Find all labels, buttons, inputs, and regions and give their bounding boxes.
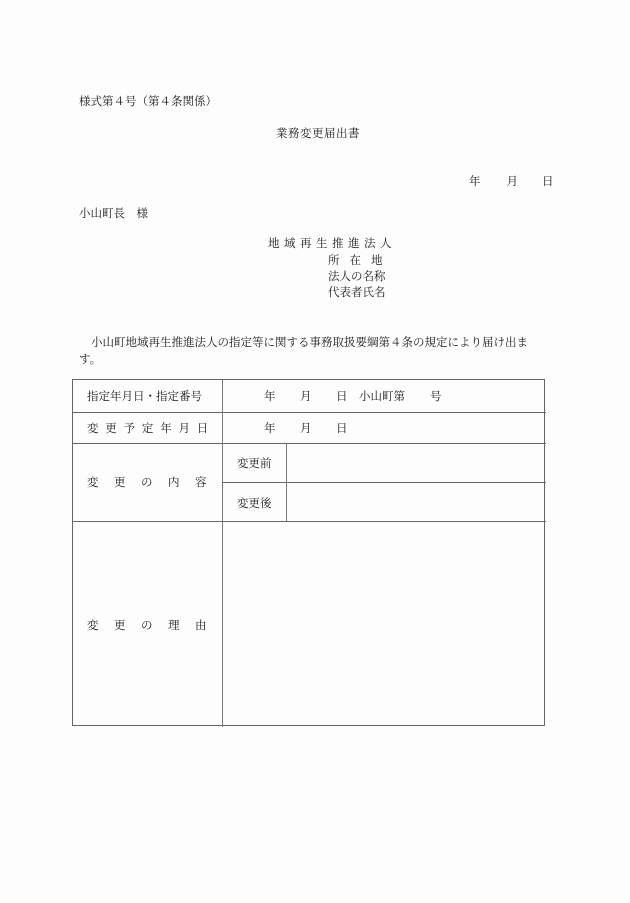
sub-row-divider [223, 482, 546, 483]
applicant-name-label: 法人の名称 [328, 269, 386, 283]
date-month: 月 [506, 174, 518, 188]
designation-number-prefix: 小山町第 [359, 389, 405, 403]
body-text-content: 小山町地域再生推進法人の指定等に関する事務取扱要綱第４条の規定により届け出ます。 [79, 335, 528, 366]
planned-change-year-field[interactable]: 年 [264, 421, 276, 435]
row-divider [73, 412, 546, 413]
form-number: 様式第４号（第４条関係） [79, 94, 217, 108]
label-before-change: 変更前 [237, 456, 272, 470]
sub-column-divider [286, 443, 287, 521]
body-text [79, 334, 549, 368]
submission-date [469, 176, 554, 188]
applicant-org-type: 地域再生推進法人 [268, 236, 396, 250]
date-year: 年 [469, 174, 481, 188]
label-planned-change-date: 変更予定年月日 [87, 421, 216, 435]
label-designation-date-number: 指定年月日・指定番号 [87, 389, 202, 403]
planned-change-day-field[interactable]: 日 [336, 421, 348, 435]
after-change-field[interactable] [289, 484, 544, 520]
designation-month-field[interactable]: 月 [300, 389, 312, 403]
designation-day-field[interactable]: 日 [336, 389, 348, 403]
change-reason-field[interactable] [225, 523, 544, 725]
applicant-address-label: 所在地 [328, 253, 393, 267]
column-divider [222, 380, 223, 727]
designation-year-field[interactable]: 年 [264, 389, 276, 403]
label-change-reason: 変更の理由 [87, 618, 222, 632]
before-change-field[interactable] [289, 444, 544, 481]
document-title: 業務変更届出書 [276, 126, 360, 140]
row-divider [73, 521, 546, 522]
label-change-content: 変更の内容 [87, 475, 222, 489]
planned-change-month-field[interactable]: 月 [300, 421, 312, 435]
applicant-representative-label: 代表者氏名 [328, 285, 386, 299]
date-day: 日 [542, 174, 554, 188]
designation-number-field[interactable]: 号 [430, 389, 442, 403]
change-notification-table [72, 379, 545, 726]
addressee: 小山町長 様 [79, 206, 148, 220]
label-after-change: 変更後 [237, 496, 272, 510]
